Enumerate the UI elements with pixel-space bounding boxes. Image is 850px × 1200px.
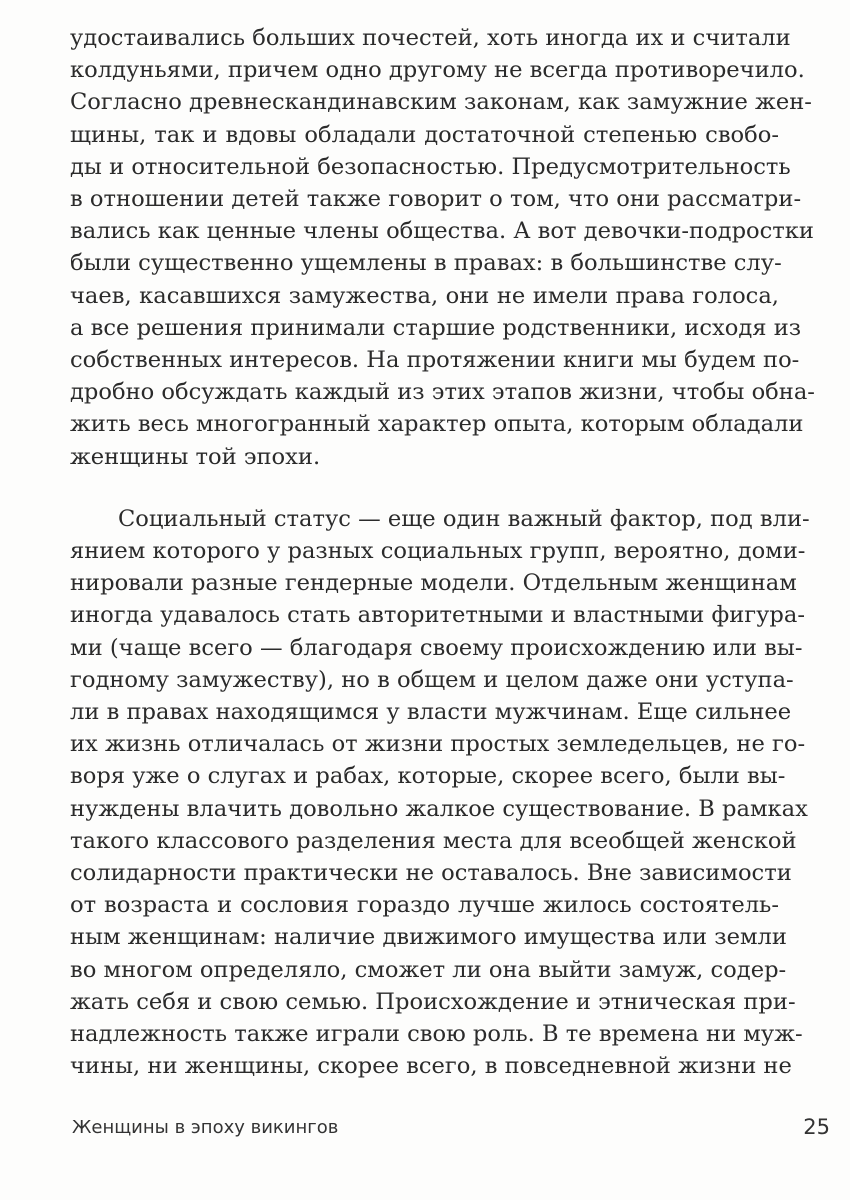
text-line: женщины той эпохи. — [70, 444, 321, 470]
running-footer-title: Женщины в эпоху викингов — [72, 1117, 339, 1138]
text-line: чаев, касавшихся замужества, они не имели права голоса, — [70, 283, 779, 309]
text-line: нировали разные гендерные модели. Отдельным женщинам — [70, 570, 797, 596]
text-line: ды и относительной безопасностью. Предусмотрительность — [70, 154, 791, 180]
text-line: ми (чаще всего — благодаря своему происхождению или вы- — [70, 635, 803, 661]
text-line: вались как ценные члены общества. А вот девочки-подростки — [70, 218, 814, 244]
text-line: Социальный статус — еще один важный фактор, под вли- — [118, 506, 810, 532]
text-line: солидарности практически не оставалось. Вне зависимости — [70, 860, 792, 886]
text-line: нуждены влачить довольно жалкое существование. В рамках — [70, 796, 808, 822]
text-line: в отношении детей также говорит о том, что они рассматри- — [70, 186, 802, 212]
text-line: щины, так и вдовы обладали достаточной степенью свобо- — [70, 122, 779, 148]
text-line: от возраста и сословия гораздо лучше жилось состоятель- — [70, 892, 779, 918]
text-line: удостаивались больших почестей, хоть иногда их и считали — [70, 25, 791, 51]
text-line: такого классового разделения места для всеобщей женской — [70, 828, 797, 854]
text-line: иногда удавалось стать авторитетными и властными фигура- — [70, 602, 805, 628]
text-line: дробно обсуждать каждый из этих этапов жизни, чтобы обна- — [70, 379, 815, 405]
text-line: ным женщинам: наличие движимого имущества или земли — [70, 924, 787, 950]
text-line: Согласно древнескандинавским законам, как замужние жен- — [70, 89, 812, 115]
text-line: во многом определяло, сможет ли она выйти замуж, содер- — [70, 957, 787, 983]
text-line: янием которого у разных социальных групп, вероятно, доми- — [70, 538, 806, 564]
text-line: воря уже о слугах и рабах, которые, скорее всего, были вы- — [70, 763, 786, 789]
text-line: а все решения принимали старшие родственники, исходя из — [70, 315, 802, 341]
text-line: их жизнь отличалась от жизни простых земледельцев, не го- — [70, 731, 806, 757]
text-line: ли в правах находящимся у власти мужчинам. Еще сильнее — [70, 699, 792, 725]
page-number: 25 — [803, 1115, 830, 1139]
text-line: колдуньями, причем одно другому не всегда противоречило. — [70, 57, 805, 83]
text-line: чины, ни женщины, скорее всего, в повседневной жизни не — [70, 1053, 792, 1079]
text-line: жать себя и свою семью. Происхождение и этническая при- — [70, 989, 796, 1015]
text-line: годному замужеству), но в общем и целом даже они уступа- — [70, 667, 794, 693]
text-line: жить весь многогранный характер опыта, которым обладали — [70, 411, 804, 437]
text-line: надлежность также играли свою роль. В те времена ни муж- — [70, 1021, 803, 1047]
text-line: были существенно ущемлены в правах: в большинстве слу- — [70, 250, 782, 276]
text-line: собственных интересов. На протяжении книги мы будем по- — [70, 347, 800, 373]
